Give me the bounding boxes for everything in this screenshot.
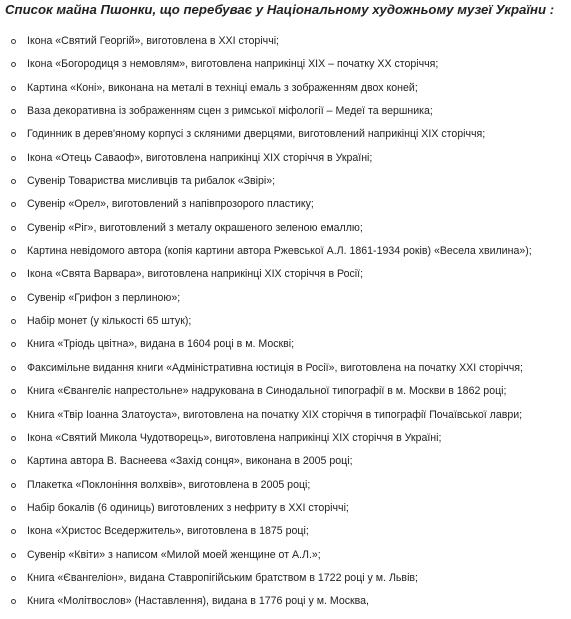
- list-item-text: Ікона «Богородиця з немовлям», виготовлена наприкінці ХІХ – початку ХХ сторіччя;: [27, 58, 439, 71]
- list-item-text: Ікона «Святий Георгій», виготовлена в ХХІ сторіччі;: [27, 35, 280, 47]
- list-item: [0, 30, 571, 53]
- list-item-text: Картина автора В. Васнеева «Захід сонця», виконана в 2005 році;: [27, 455, 353, 468]
- bullet-circle-icon: [11, 39, 16, 44]
- list-item: [0, 170, 571, 193]
- list-item: [0, 404, 571, 427]
- bullet-circle-icon: [11, 389, 16, 394]
- list-item: [0, 53, 571, 76]
- list-item-text: Сувенір «Орел», виготовлений з напівпрозорого пластику;: [27, 198, 314, 211]
- list-item: [0, 544, 571, 567]
- list-item-text: Картина невідомого автора (копія картини автора Ржевської А.Л. 1861-1934 років) «Весела хвилина»);: [27, 245, 532, 258]
- list-item-text: Книга «Тріодь цвітна», видана в 1604 році в м. Москві;: [27, 338, 295, 351]
- bullet-circle-icon: [11, 576, 16, 581]
- list-item: [0, 450, 571, 473]
- property-list: [0, 30, 571, 614]
- list-item: [0, 123, 571, 146]
- list-item: [0, 240, 571, 263]
- list-item-text: Книга «Молітвослов» (Наставлення), видана в 1776 році у м. Москва,: [27, 595, 369, 608]
- bullet-circle-icon: [11, 226, 16, 231]
- list-item: [0, 193, 571, 216]
- bullet-circle-icon: [11, 529, 16, 534]
- bullet-circle-icon: [11, 62, 16, 67]
- list-item-text: Факсимільне видання книги «Адміністративна юстиція в Росії», виготовлена на початку ХХІ сторіччя;: [27, 361, 523, 374]
- bullet-circle-icon: [11, 342, 16, 347]
- list-item: [0, 147, 571, 170]
- bullet-circle-icon: [11, 599, 16, 604]
- bullet-circle-icon: [11, 436, 16, 441]
- list-item-text: Плакетка «Поклоніння волхвів», виготовлена в 2005 році;: [27, 478, 311, 491]
- list-item-text: Ікона «Христос Вседержитель», виготовлена в 1875 році;: [27, 525, 309, 538]
- bullet-circle-icon: [11, 296, 16, 301]
- list-item-text: Сувенір «Ріг», виготовлений з металу окрашеного зеленою емаллю;: [27, 221, 363, 234]
- list-item-text: Книга «Євангеліон», видана Ставропігійським братством в 1722 році у м. Львів;: [27, 571, 418, 584]
- list-item: [0, 567, 571, 590]
- list-item: [0, 474, 571, 497]
- bullet-circle-icon: [11, 553, 16, 558]
- list-item: [0, 357, 571, 380]
- bullet-circle-icon: [11, 86, 16, 91]
- bullet-circle-icon: [11, 483, 16, 488]
- list-item-text: Ікона «Отець Саваоф», виготовлена наприкінці ХІХ сторіччя в Україні;: [27, 151, 373, 164]
- list-item: [0, 380, 571, 403]
- list-item: [0, 590, 571, 613]
- list-item: [0, 310, 571, 333]
- list-item: [0, 427, 571, 450]
- list-item: [0, 287, 571, 310]
- list-item-text: Годинник в дерев'яному корпусі з скляними дверцями, виготовлений наприкінці ХІХ сторіччя;: [27, 128, 486, 141]
- list-item-text: Сувенір Товариства мисливців та рибалок «Звірі»;: [27, 175, 276, 188]
- bullet-circle-icon: [11, 459, 16, 464]
- list-item: [0, 520, 571, 543]
- list-item-text: Набір монет (у кількості 65 штук);: [27, 315, 192, 328]
- bullet-circle-icon: [11, 366, 16, 371]
- list-item: [0, 333, 571, 356]
- bullet-circle-icon: [11, 319, 16, 324]
- bullet-circle-icon: [11, 413, 16, 418]
- list-item: [0, 217, 571, 240]
- list-item: [0, 100, 571, 123]
- list-item-text: Ікона «Свята Варвара», виготовлена наприкінці ХІХ сторіччя в Росії;: [27, 268, 364, 281]
- bullet-circle-icon: [11, 272, 16, 277]
- list-item-text: Набір бокалів (6 одиниць) виготовлених з нефриту в ХХІ сторіччі;: [27, 501, 349, 514]
- list-item: [0, 77, 571, 100]
- bullet-circle-icon: [11, 156, 16, 161]
- list-item-text: Книга «Євангеліє напрестольне» надрукована в Синодальної типографії в м. Москви в 1862 році;: [27, 385, 507, 398]
- list-item-text: Сувенір «Грифон з перлиною»;: [27, 291, 181, 304]
- list-item: [0, 263, 571, 286]
- bullet-circle-icon: [11, 506, 16, 511]
- list-item-text: Сувенір «Квіти» з написом «Милой моей женщине от А.Л.»;: [27, 548, 321, 561]
- list-item-text: Ікона «Святий Микола Чудотворець», виготовлена наприкінці ХІХ сторіччя в Україні;: [27, 431, 442, 444]
- list-item-text: Ваза декоративна із зображенням сцен з римської міфології – Медеї та вершника;: [27, 105, 433, 118]
- list-item-text: Картина «Коні», виконана на металі в техніці емаль з зображенням двох коней;: [27, 81, 418, 94]
- bullet-circle-icon: [11, 179, 16, 184]
- list-item-text: Книга «Твір Іоанна Златоуста», виготовлена на початку ХІХ сторіччя в типографії Почаївської лаври;: [27, 408, 523, 421]
- bullet-circle-icon: [11, 109, 16, 114]
- page-title: Список майна Пшонки, що перебуває у Національному художньому музеї України :: [5, 2, 555, 17]
- bullet-circle-icon: [11, 202, 16, 207]
- bullet-circle-icon: [11, 132, 16, 137]
- list-item: [0, 497, 571, 520]
- bullet-circle-icon: [11, 249, 16, 254]
